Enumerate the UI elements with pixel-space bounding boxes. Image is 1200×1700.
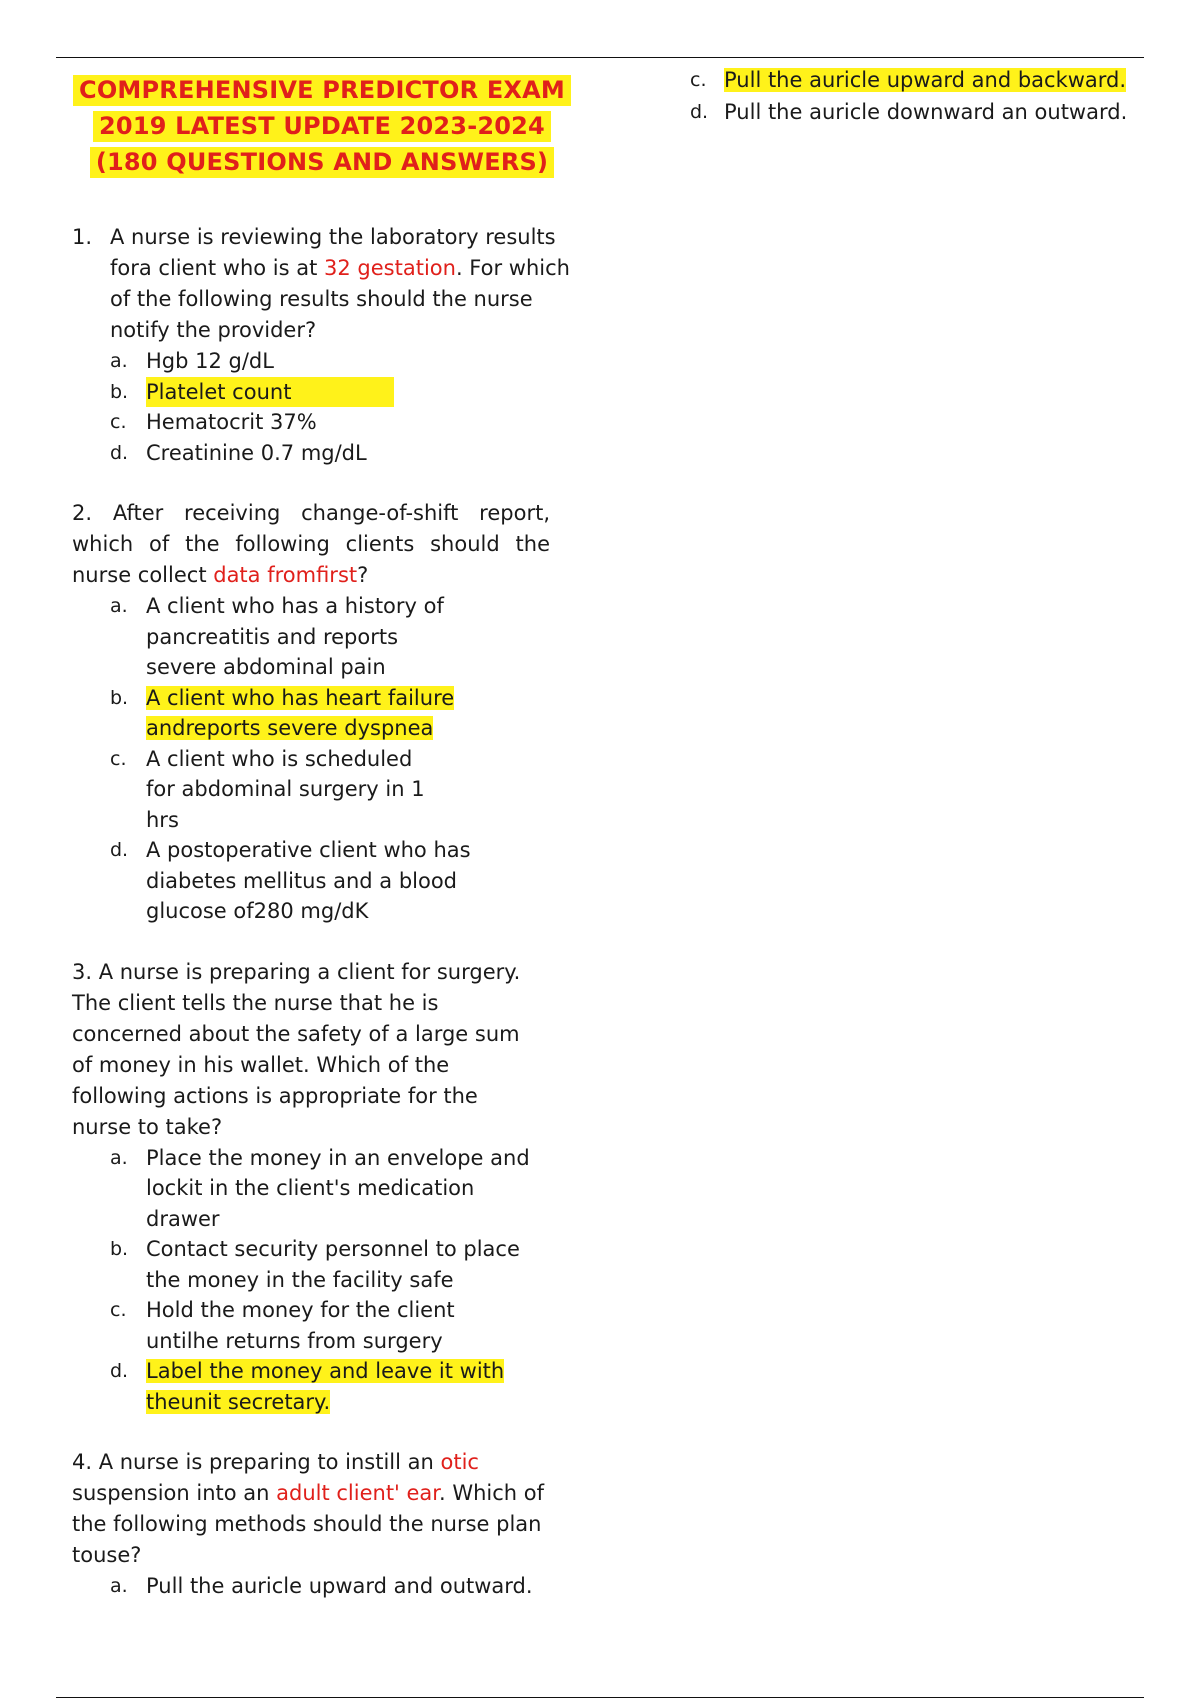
option-c-answer[interactable]: c. Pull the auricle upward and backward. [690, 68, 1127, 92]
answer-highlight: Platelet count [146, 377, 394, 408]
question-3 [72, 957, 572, 1418]
option-a[interactable]: a. A client who has a history of pancreatitis and reports severe abdominal pain [110, 594, 444, 679]
answer-highlight: Label the money and leave it with theunit secretary. [146, 1359, 505, 1414]
option-d[interactable]: d. Pull the auricle downward an outward. [690, 100, 1128, 124]
question-4-options [72, 1571, 572, 1602]
top-rule [56, 57, 1144, 58]
option-d[interactable]: d. Creatinine 0.7 mg/dL [110, 440, 367, 465]
question-4-stem: 4. A nurse is preparing to instill an otic suspension into an adult client' ear. Which of the following methods should the nurse plan touse? [72, 1450, 545, 1567]
question-3-options [72, 1143, 572, 1418]
title-line-1: COMPREHENSIVE PREDICTOR EXAM [73, 75, 571, 106]
bottom-rule [56, 1697, 1144, 1698]
option-b-answer[interactable]: b. A client who has heart failure andreports severe dyspnea [110, 685, 455, 740]
question-1-options [72, 346, 572, 468]
title-line-3: (180 QUESTIONS AND ANSWERS) [90, 147, 554, 178]
question-4 [72, 1447, 572, 1602]
option-c[interactable]: c. A client who is scheduled for abdominal surgery in 1 hrs [110, 746, 425, 832]
question-3-stem: 3. A nurse is preparing a client for surgery. The client tells the nurse that he is concerned about the safety of a large sum of money in his wallet. Which of the following actions is appropriate for the nurse to take? [72, 959, 521, 1139]
option-b[interactable]: b. Contact security personnel to place the money in the facility safe [110, 1237, 520, 1292]
question-1-number: 1. [72, 225, 93, 249]
option-a[interactable]: a. Hgb 12 g/dL [110, 349, 274, 373]
question-2-stem: 2. After receiving change-of-shift report, which of the following clients should the nurse collect data fromfirst? [72, 501, 550, 587]
right-column [688, 64, 1158, 128]
question-4-options-continued [688, 64, 1158, 128]
option-a[interactable]: a. Place the money in an envelope and lockit in the client's medication drawer [110, 1145, 530, 1231]
option-a[interactable]: a. Pull the auricle upward and outward. [110, 1574, 533, 1598]
option-c[interactable]: c. Hematocrit 37% [110, 410, 317, 434]
question-4-emphasis-2: adult client' ear [276, 1481, 439, 1505]
question-1 [72, 222, 572, 468]
question-2-emphasis: data fromfirst [213, 563, 358, 587]
title-line-2: 2019 LATEST UPDATE 2023-2024 [93, 111, 551, 142]
question-2 [72, 498, 572, 927]
document-title [72, 72, 572, 180]
question-1-stem: 1. A nurse is reviewing the laboratory results fora client who is at 32 gestation. For which of the following results should the nurse notify the provider? [72, 222, 580, 346]
option-b-answer[interactable]: b. Platelet count [110, 377, 572, 408]
left-column [72, 72, 572, 1602]
option-d-answer[interactable]: d. Label the money and leave it with theunit secretary. [110, 1359, 505, 1414]
option-d[interactable]: d. A postoperative client who has diabetes mellitus and a blood glucose of280 mg/dK [110, 838, 471, 923]
question-2-options [72, 591, 572, 927]
answer-highlight: Pull the auricle upward and backward. [724, 68, 1127, 92]
answer-highlight: A client who has heart failure andreports severe dyspnea [146, 685, 455, 740]
question-1-emphasis: 32 gestation [324, 256, 456, 280]
question-4-emphasis-1: otic [440, 1450, 479, 1474]
option-c[interactable]: c. Hold the money for the client untilhe returns from surgery [110, 1298, 455, 1353]
